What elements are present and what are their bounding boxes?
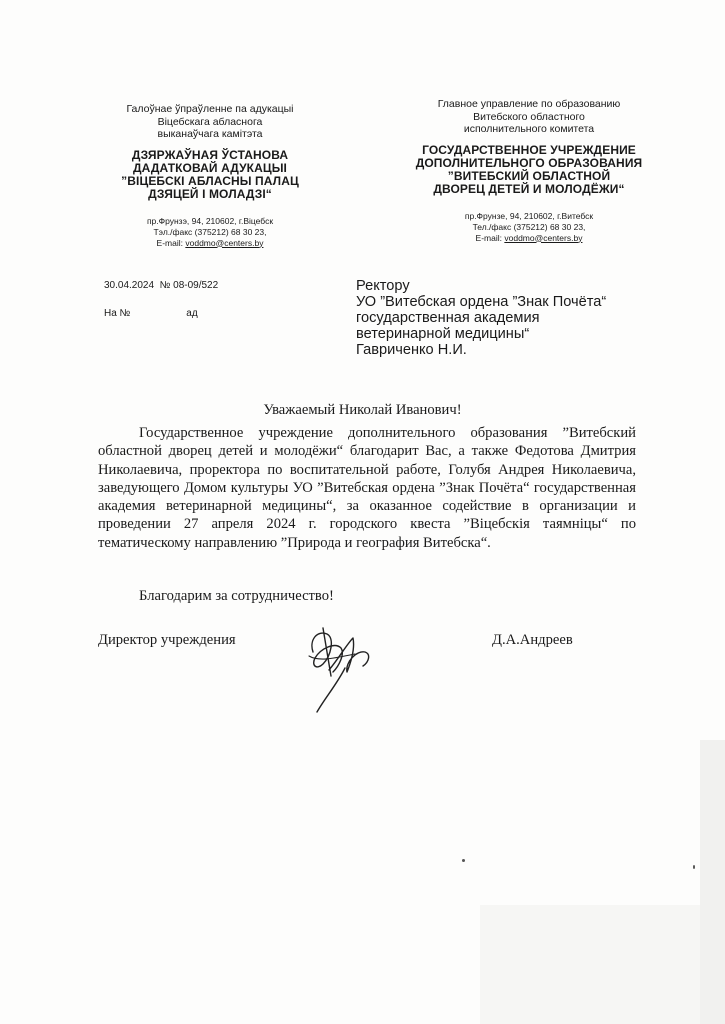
email-line xyxy=(398,233,660,244)
outgoing-reference xyxy=(104,280,218,291)
phone: Тел./факс (375212) 68 30 23, xyxy=(472,221,586,232)
authority-line: исполнительного комитета xyxy=(463,123,595,135)
email-label: E-mail: xyxy=(156,237,186,248)
address: пр.Фрунзэ, 94, 210602, г.Віцебск xyxy=(146,215,274,226)
email-link[interactable]: voddmo@centers.by xyxy=(185,237,264,248)
org-name-line: ДЗЯЦЕЙ І МОЛАДЗІ“ xyxy=(148,186,272,201)
phone: Тэл./факс (375212) 68 30 23, xyxy=(153,226,267,237)
scan-shadow xyxy=(480,905,725,1024)
greeting: Уважаемый Николай Иванович! xyxy=(263,402,462,418)
authority-line: Галоўнае ўпраўленне па адукацыі xyxy=(126,103,294,115)
email-line xyxy=(90,238,330,249)
letterhead-russian xyxy=(398,98,660,244)
scan-artifact xyxy=(462,859,465,862)
incoming-reference xyxy=(104,308,198,319)
letter-body: Государственное учреждение дополнительного образования ”Витебский областной дворец детей и молодёжи“ благодарит Вас, а также Федотова Дмитрия Николаевича, проректора по воспитательной работе, Голубя Андрея Николаевича, заведующего Домом культуры УО ”Витебская ордена ”Знак Почёта“ государственная академия ветеринарной медицины“, за оказанное содействие в организации и проведении 27 апреля 2024 г. городского квеста ”Віцебскія таямніцы“ по тематическому направлению ”Природа и география Витебска“. xyxy=(98,425,636,551)
org-name-line: ДВОРЕЦ ДЕТЕЙ И МОЛОДЁЖИ“ xyxy=(433,181,625,196)
email-link[interactable]: voddmo@centers.by xyxy=(504,232,583,243)
email-label: E-mail: xyxy=(475,232,505,243)
authority-line: Главное управление по образованию xyxy=(437,98,621,110)
authority-line: Витебского областного xyxy=(473,110,585,123)
org-name-line: ДАДАТКОВАЙ АДУКАЦЫІ xyxy=(133,160,287,175)
org-name-line: ”ВИТЕБСКИЙ ОБЛАСТНОЙ xyxy=(447,168,611,183)
authority-line: Віцебскага абласнога xyxy=(157,115,263,128)
na-label: На № xyxy=(104,308,131,319)
scan-artifact xyxy=(693,865,695,869)
org-name-line: ГОСУДАРСТВЕННОЕ УЧРЕЖДЕНИЕ xyxy=(422,142,636,157)
recipient-line: Ректору xyxy=(356,278,410,294)
letterhead-belarusian xyxy=(90,103,330,249)
letter-number: № 08-09/522 xyxy=(159,280,219,291)
letter-date: 30.04.2024 xyxy=(104,280,155,291)
signatory-title: Директор учреждения xyxy=(98,632,236,648)
recipient-line: государственная академия xyxy=(356,310,540,326)
recipient-line: УО ”Витебская ордена ”Знак Почёта“ xyxy=(356,294,607,310)
authority-line: выканаўчага камітэта xyxy=(157,128,263,140)
closing-line: Благодарим за сотрудничество! xyxy=(139,588,334,604)
handwritten-signature xyxy=(295,618,380,718)
org-name-line: ДОПОЛНИТЕЛЬНОГО ОБРАЗОВАНИЯ xyxy=(415,155,643,170)
recipient-line: Гавриченко Н.И. xyxy=(356,342,467,358)
ad-label: ад xyxy=(186,308,198,319)
recipient-line: ветеринарной медицины“ xyxy=(356,326,530,342)
org-name-line: ”ВІЦЕБСКІ АБЛАСНЫ ПАЛАЦ xyxy=(121,173,299,188)
recipient-block xyxy=(356,278,676,358)
address: пр.Фрунзе, 94, 210602, г.Витебск xyxy=(464,210,594,221)
org-name-line: ДЗЯРЖАЎНАЯ ЎСТАНОВА xyxy=(131,147,289,162)
signatory-name: Д.А.Андреев xyxy=(492,632,573,648)
